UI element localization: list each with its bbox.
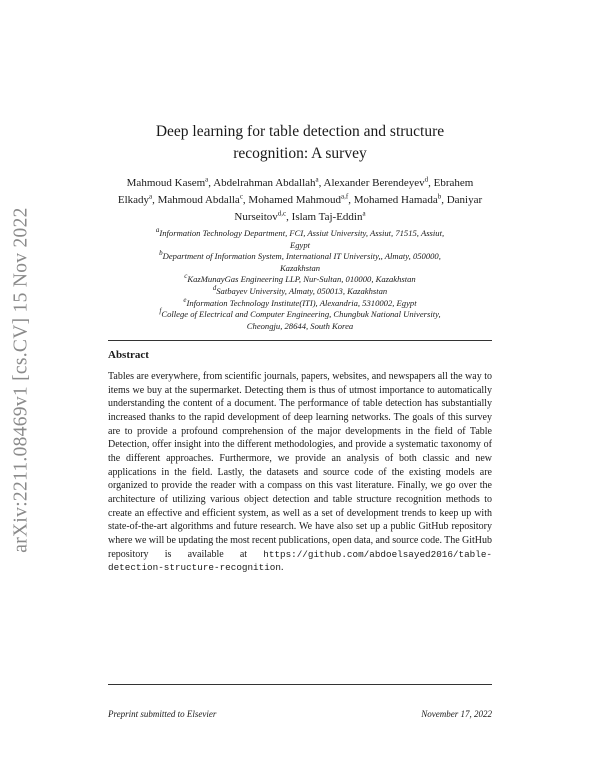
affiliation-marker: e	[183, 295, 187, 304]
affiliation-entry	[150, 309, 450, 332]
author-entry	[213, 177, 323, 189]
abstract-end-period: .	[280, 562, 284, 574]
author-affiliation-marker: a,f	[341, 192, 349, 201]
affiliation-text: College of Electrical and Computer Engineering, Chungbuk National University, Cheongju, 28644, South Korea	[161, 309, 441, 331]
author-name: Mahmoud Abdalla	[157, 194, 240, 206]
affiliation-marker: b	[159, 249, 163, 258]
affiliation-entry	[150, 228, 450, 251]
author-affiliation-marker: d	[424, 175, 429, 184]
author-affiliation-marker: a	[205, 175, 209, 184]
github-repository-link[interactable]: https://github.com/abdoelsayed2016/table-detection-structure-recognition	[108, 548, 492, 574]
author-affiliation-marker: a	[315, 175, 319, 184]
author-affiliation-marker: d,c	[277, 209, 287, 218]
author-separator: ,	[441, 194, 447, 206]
author-name: Abdelrahman Abdallah	[213, 177, 316, 189]
affiliation-marker: a	[155, 226, 160, 235]
title-line-2: recognition: A survey	[233, 145, 367, 162]
author-list	[108, 175, 492, 226]
affiliation-entry	[150, 251, 450, 274]
affiliation-entry	[150, 295, 450, 310]
author-separator: ,	[286, 211, 292, 223]
affiliation-marker: f	[159, 307, 162, 316]
author-entry	[127, 177, 214, 189]
affiliation-list	[150, 228, 450, 332]
affiliation-text: Satbayev University, Almaty, 050013, Kazakhstan	[216, 285, 388, 296]
author-entry	[324, 177, 434, 189]
author-name: Islam Taj-Eddin	[291, 211, 363, 223]
paper-title	[108, 121, 492, 165]
author-separator: ,	[428, 177, 434, 189]
preprint-note: Preprint submitted to Elsevier	[108, 709, 217, 719]
author-name: Mohamed Mahmoud	[248, 194, 341, 206]
author-name: Alexander Berendeyev	[323, 177, 425, 189]
arxiv-identifier-text: arXiv:2211.08469v1 [cs.CV] 15 Nov 2022	[11, 207, 32, 553]
affiliation-text: KazMunayGas Engineering LLP, Nur-Sultan, 010000, Kazakhstan	[187, 274, 416, 285]
author-entry	[354, 194, 447, 206]
author-name: Mahmoud Kasem	[126, 177, 206, 189]
abstract-text: Tables are everywhere, from scientific journals, papers, websites, and newspapers all the way to items we buy at the supermarket. Detecting them is thus of utmost importance to automatically understanding the content of a document. The performance of table detection has substantially increased thanks to the rapid development of deep learning networks. The goals of this survey are to provide a profound comprehension of the major developments in the field of Table Detection, offer insight into the different methodologies, and provide a systematic taxonomy of the different approaches. Furthermore, we provide an analysis of both classic and new applications in the field. Lastly, the datasets and source code of the existing models are organized to provide the reader with a compass on this vast literature. Finally, we go over the architecture of utilizing various object detection and table structure recognition methods to create an effective and efficient system, as well as a set of development trends to keep up with state-of-the-art algorithms and future research. We have also set up a public GitHub repository where we will be updating the most recent publications, open data, and source code. The GitHub repository is available at	[108, 371, 492, 560]
affiliation-marker: d	[212, 284, 217, 293]
author-separator: ,	[318, 177, 324, 189]
author-affiliation-marker: b	[437, 192, 442, 201]
author-entry	[292, 211, 366, 223]
abstract-top-rule	[108, 340, 492, 341]
abstract-body	[108, 370, 492, 575]
author-name: Daniyar Nurseitov	[234, 194, 483, 223]
author-affiliation-marker: c	[239, 192, 243, 201]
author-name: Ebrahem Elkady	[117, 177, 474, 206]
affiliation-entry	[150, 286, 450, 298]
author-separator: ,	[208, 177, 214, 189]
arxiv-identifier-stamp	[2, 200, 42, 560]
author-separator: ,	[348, 194, 354, 206]
author-name: Mohamed Hamada	[353, 194, 438, 206]
affiliation-marker: c	[184, 272, 188, 281]
affiliation-text: Information Technology Department, FCI, Assiut University, Assiut, 71515, Assiut, Egypt	[159, 228, 445, 250]
author-affiliation-marker: a	[149, 192, 153, 201]
author-entry	[158, 194, 249, 206]
abstract-heading: Abstract	[108, 349, 149, 361]
affiliation-entry	[150, 274, 450, 286]
preprint-date: November 17, 2022	[421, 709, 492, 719]
author-separator: ,	[242, 194, 249, 206]
affiliation-text: Information Technology Institute(ITI), Alexandria, 5310002, Egypt	[186, 297, 417, 308]
affiliation-text: Department of Information System, International IT University,, Almaty, 050000, Kazakhstan	[162, 251, 441, 273]
title-line-1: Deep learning for table detection and structure	[155, 123, 445, 140]
author-separator: ,	[152, 194, 158, 206]
author-affiliation-marker: a	[362, 209, 366, 218]
author-entry	[248, 194, 353, 206]
footer-rule	[108, 684, 492, 685]
